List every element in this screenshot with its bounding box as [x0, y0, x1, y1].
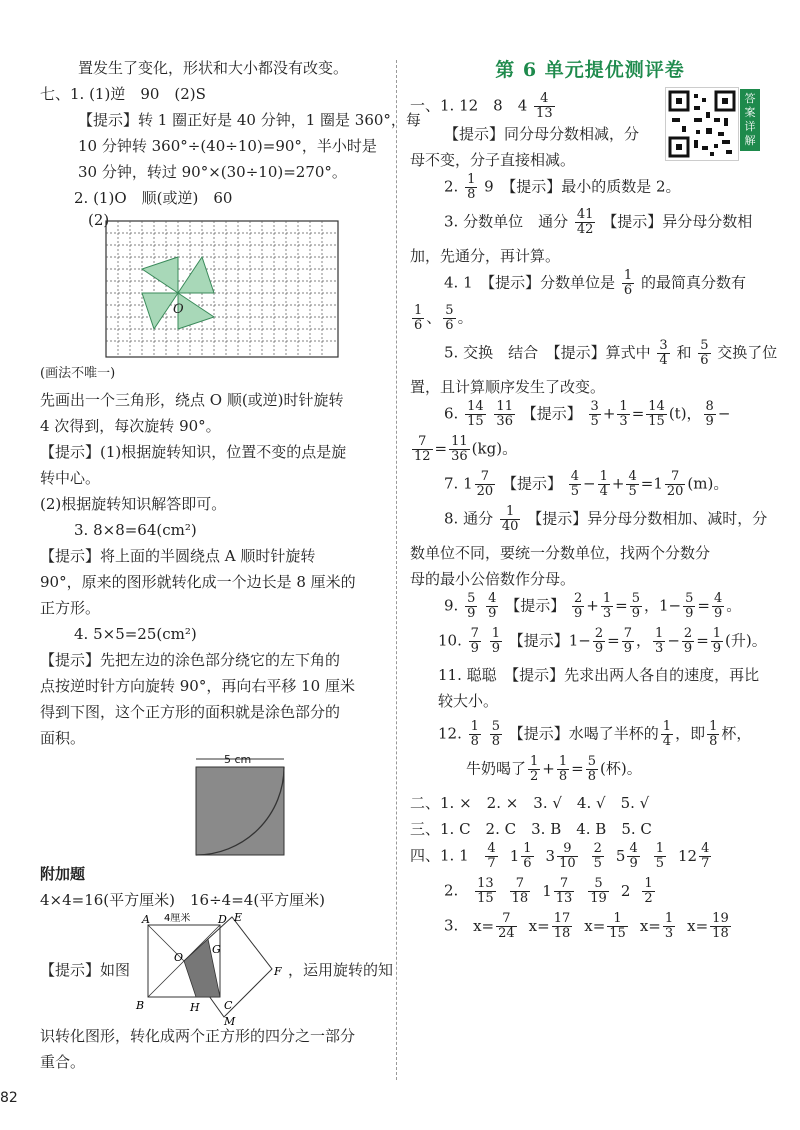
two-squares-figure	[40, 913, 394, 1025]
qr-code-icon[interactable]	[665, 87, 739, 161]
fraction: $\frac{1}{15}$	[609, 911, 626, 941]
fraction: $\frac{1}{2}$	[644, 876, 653, 906]
point-f-label: F	[274, 965, 282, 978]
point-d-label: D	[218, 913, 227, 926]
text-line: 先画出一个三角形，绕点 O 顺(或逆)时针旋转	[40, 391, 344, 409]
answer-1-8: 8. 通分 $\frac{1}{40}$ 【提示】异分母分数相加、减时，分	[444, 504, 768, 534]
answer-value	[590, 841, 606, 871]
answer-value	[473, 876, 498, 906]
fraction: $\frac{5}{19}$	[590, 876, 607, 906]
extra-answer: 4×4=16(平方厘米) 16÷4=4(平方厘米)	[40, 891, 326, 909]
fraction: $\frac{9}{10}$	[559, 841, 576, 871]
answer-1-12: 12. $\frac{1}{8}$ $\frac{5}{8}$ 【提示】水喝了半杯的 $\frac{1}{4}$ ，即 $\frac{1}{8}$ 杯，	[438, 719, 752, 749]
fraction: $\frac{1}{5}$	[655, 841, 664, 871]
answer-value	[640, 876, 656, 906]
fraction: $\frac{2}{5}$	[593, 841, 602, 871]
fraction: $\frac{1}{3}$	[664, 911, 674, 941]
answer-value: 3 $\frac{9}{10}$	[545, 841, 576, 871]
fraction: $\frac{4}{13}$	[536, 91, 553, 121]
answer-1-2: 2. $\frac{1}{8}$ 9 【提示】最小的质数是 2。	[444, 172, 681, 202]
answer-value: x= $\frac{1}{3}$	[639, 911, 674, 941]
answer-4-3: 3. x= $\frac{7}{24}$ x= $\frac{17}{18}$ x= $\frac{1}{15}$ x= $\frac{1}{3}$ x= $\frac{19}{18}$	[410, 912, 770, 941]
answer-value: 5 $\frac{4}{9}$	[615, 841, 638, 871]
hint-line: (2)根据旋转知识解答即可。	[40, 495, 227, 513]
fraction: $\frac{4}{7}$	[701, 841, 710, 871]
fraction: $\frac{17}{18}$	[553, 911, 571, 941]
hint-line: 【提示】(1)根据旋转知识，位置不变的点是旋	[40, 443, 347, 461]
square-svg	[180, 751, 300, 859]
answer-value: x= $\frac{19}{18}$	[687, 911, 729, 941]
answer-value	[586, 876, 611, 906]
dimension-label: 5 cm	[224, 753, 252, 766]
grid-sub-label: (2)	[88, 211, 110, 229]
hint-line: 数单位不同，要统一分数单位，找两个分数分	[410, 544, 711, 562]
hint-line: 10 分钟转 360°÷(40÷10)=90°，半小时是	[78, 137, 377, 155]
hint-line: 得到下图，这个正方形的面积就是涂色部分的	[40, 703, 341, 721]
answer-2: 二、1. × 2. × 3. √ 4. √ 5. √	[410, 794, 650, 812]
fraction: $\frac{7}{24}$	[498, 911, 515, 941]
answer-1-5: 5. 交换 结合 【提示】算式中 $\frac{3}{4}$ 和 $\frac{5}{6}$ 交换了位	[444, 338, 778, 368]
answer-value	[508, 876, 533, 906]
extra-question-title: 附加题	[40, 865, 86, 883]
hint-line: 面积。	[40, 729, 86, 747]
answer-text: 一、1. 12 8 4	[410, 96, 528, 115]
hint-line: 正方形。	[40, 599, 101, 617]
answer-value	[652, 841, 668, 871]
fraction: $\frac{4}{9}$	[629, 841, 638, 871]
fraction: $\frac{19}{18}$	[712, 911, 729, 941]
square-quarter-circle-figure	[40, 751, 385, 861]
point-m-label: M	[224, 1015, 236, 1025]
answer-1-4: 4. 1 【提示】分数单位是 $\frac{1}{6}$ 的最简真分数有	[444, 268, 746, 298]
fraction: $\frac{1}{6}$	[523, 841, 532, 871]
two-squares-svg	[132, 913, 292, 1025]
hint-line: 90°，原来的图形就转化成一个边长是 8 厘米的	[40, 573, 356, 591]
hint-prefix: 【提示】如图	[40, 961, 131, 979]
answer-value	[483, 841, 499, 871]
answer-1-11: 11. 聪聪 【提示】先求出两人各自的速度，再比	[438, 666, 760, 684]
hint-line: 牛奶喝了 $\frac{1}{2}$ + $\frac{1}{8}$ = $\frac{5}{8}$ (杯)。	[466, 754, 642, 784]
answer-4-1: 四、1. 1 $\frac{4}{7}$ 1 $\frac{1}{6}$ 3 $\frac{9}{10}$ $\frac{2}{5}$ 5 $\frac{4}{9}$ $\frac{1}{5}$ 12 $\frac{4}{7}$	[410, 842, 770, 871]
qr-code-pattern	[666, 88, 738, 160]
section-title: 第 6 单元提优测评卷	[495, 59, 685, 81]
hint-line: 较大小。	[438, 692, 499, 710]
hint-suffix: ，运用旋转的知	[288, 961, 394, 979]
hint-line: 【提示】同分母分数相减，分	[444, 125, 640, 143]
answer-1-7: 7. 1 $\frac{7}{20}$ 【提示】 $\frac{4}{5}$ − $\frac{1}{4}$ + $\frac{4}{5}$ =1 $\frac{7}{20}$ (m)。	[444, 469, 729, 499]
answer-value: 1 $\frac{7}{13}$	[542, 876, 573, 906]
drawing-note: (画法不唯一)	[40, 366, 116, 381]
point-g-label: G	[212, 943, 221, 956]
fraction: $\frac{7}{18}$	[511, 876, 529, 906]
answer-value: 1 $\frac{1}{6}$	[509, 841, 532, 871]
answer-1-9: 9. $\frac{5}{9}$ $\frac{4}{9}$ 【提示】 $\frac{2}{9}$ + $\frac{1}{3}$ = $\frac{5}{9}$ ，1− $\frac{5}{9}$ = $\frac{4}{9}$ 。	[444, 591, 742, 621]
question-7-4: 4. 5×5=25(cm²)	[74, 625, 197, 643]
point-o-label: O	[173, 302, 184, 317]
hint-line: 转中心。	[40, 469, 101, 487]
point-c-label: C	[224, 999, 233, 1012]
answer-3: 三、1. C 2. C 3. B 4. B 5. C	[410, 820, 652, 838]
answer-1-3: 3. 分数单位 通分 $\frac{41}{42}$ 【提示】异分母分数相	[444, 207, 753, 237]
answer-value: x= $\frac{17}{18}$	[528, 911, 571, 941]
qr-code-label: 答案详解	[740, 89, 760, 151]
question-7-3: 3. 8×8=64(cm²)	[74, 521, 197, 539]
point-a-label: A	[142, 913, 150, 926]
answer-value: 2	[620, 881, 631, 900]
page-number: 82	[0, 1090, 18, 1106]
right-column	[410, 55, 778, 947]
answer-1-10: 10. $\frac{7}{9}$ $\frac{1}{9}$ 【提示】1− $\frac{2}{9}$ = $\frac{7}{9}$ ， $\frac{1}{3}$ − $\frac{2}{9}$ = $\frac{1}{9}$ (升)。	[438, 626, 767, 656]
hint-line: 加，先通分，再计算。	[410, 247, 561, 265]
text-line: 4 次得到，每次旋转 90°。	[40, 417, 221, 435]
fraction: $\frac{7}{13}$	[555, 876, 573, 906]
rotation-grid-figure	[40, 211, 385, 361]
hint-line: 母的最小公倍数作分母。	[410, 570, 576, 588]
answer-1-6: 6. $\frac{14}{15}$ $\frac{11}{36}$ 【提示】 $\frac{3}{5}$ + $\frac{1}{3}$ = $\frac{14}{15}$ (t)， $\frac{8}{9}$ −	[444, 399, 731, 429]
text-line: 置发生了变化，形状和大小都没有改变。	[78, 59, 349, 77]
grid-svg	[98, 213, 348, 363]
hint-line: 点按逆时针方向旋转 90°，再向右平移 10 厘米	[40, 677, 355, 695]
hint-line: 置，且计算顺序发生了改变。	[410, 378, 606, 396]
answer-value: 12 $\frac{4}{7}$	[678, 841, 710, 871]
question-7-1: 七、1. (1)逆 90 (2)S	[40, 85, 206, 103]
point-b-label: B	[136, 999, 145, 1012]
fraction: $\frac{4}{7}$	[487, 841, 496, 871]
hint-line: 【提示】先把左边的涂色部分绕它的左下角的	[40, 651, 341, 669]
hint-line: 30 分钟，转过 90°×(30÷10)=270°。	[78, 163, 347, 181]
answer-value: x= $\frac{1}{15}$	[584, 911, 626, 941]
hint-line: 【提示】转 1 圈正好是 40 分钟，1 圈是 360°，每	[78, 111, 421, 129]
point-o-label: O	[174, 951, 184, 964]
column-divider	[396, 60, 397, 1080]
hint-line: $\frac{1}{6}$ 、 $\frac{5}{6}$ 。	[414, 303, 473, 333]
answer-4-2: 2. $\frac{13}{15}$ $\frac{7}{18}$ 1 $\frac{7}{13}$ $\frac{5}{19}$ 2 $\frac{1}{2}$	[410, 877, 770, 906]
answer-value: x= $\frac{7}{24}$	[473, 911, 515, 941]
hint-line: 识转化图形，转化成两个正方形的四分之一部分	[40, 1027, 356, 1045]
hint-line: 【提示】将上面的半圆绕点 A 顺时针旋转	[40, 547, 316, 565]
left-column	[40, 55, 421, 1075]
point-e-label: E	[234, 913, 243, 924]
question-7-2: 2. (1)O 顺(或逆) 60	[74, 189, 233, 207]
hint-line: 母不变，分子直接相减。	[410, 151, 576, 169]
hint-line: 重合。	[40, 1053, 86, 1071]
point-h-label: H	[190, 1001, 200, 1014]
hint-line: $\frac{7}{12}$ = $\frac{11}{36}$ (kg)。	[414, 434, 518, 464]
fraction: $\frac{13}{15}$	[477, 876, 494, 906]
dimension-label: 4厘米	[164, 913, 191, 924]
